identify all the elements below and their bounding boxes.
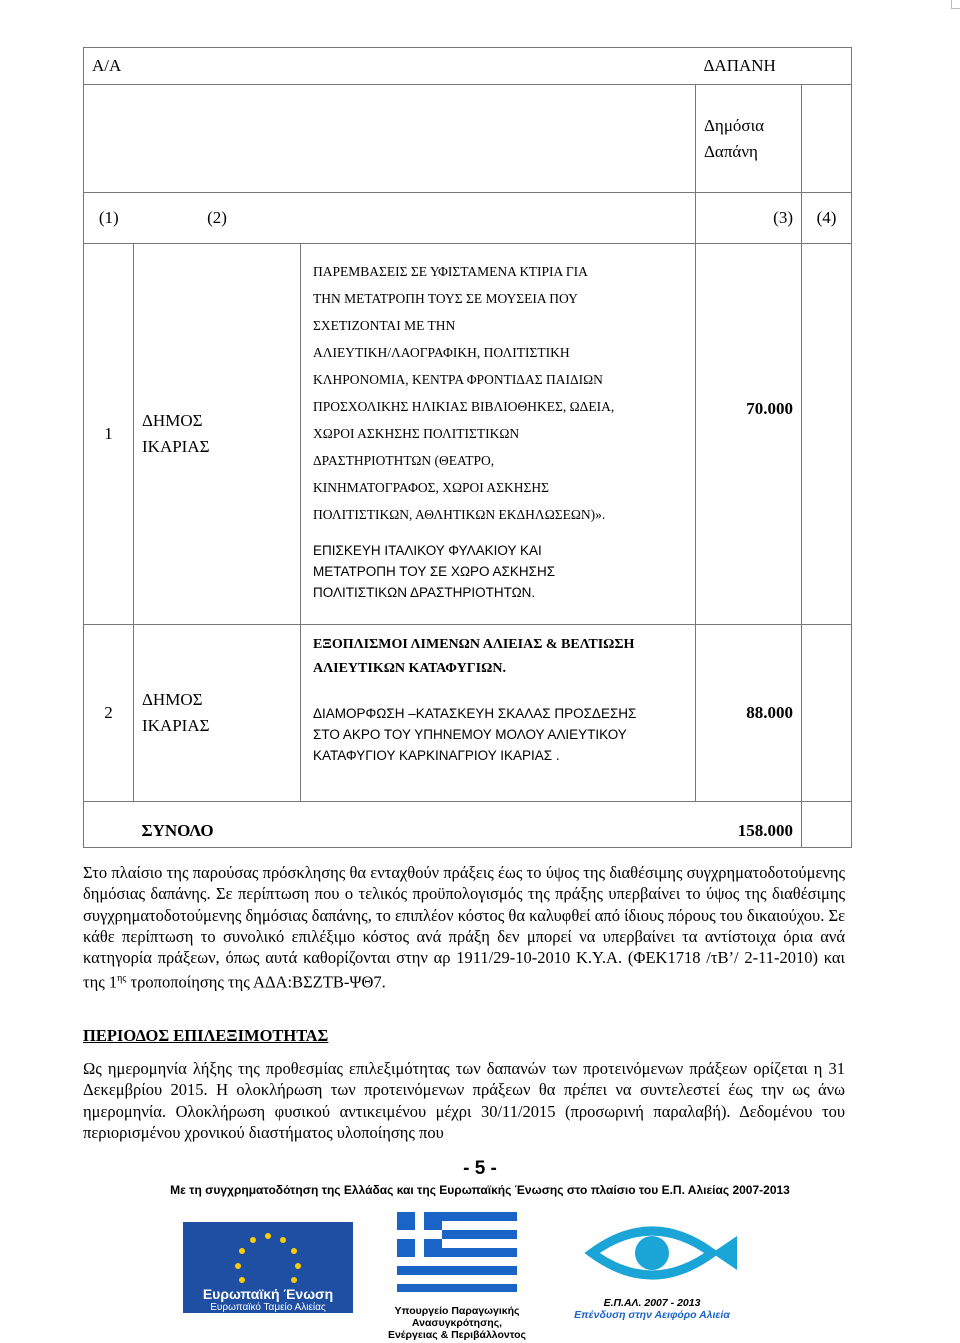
fish-eye-icon [552, 1214, 752, 1292]
greek-flag-logo [377, 1212, 557, 1341]
row2-entity-line2: ΙΚΑΡΙΑΣ [142, 716, 210, 735]
row2-entity [134, 625, 301, 802]
section-heading: ΠΕΡΙΟΔΟΣ ΕΠΙΛΕΞΙΜΟΤΗΤΑΣ [83, 1026, 329, 1045]
row1-desc-line: ΠΑΡΕΜΒΑΣΕΙΣ ΣΕ ΥΦΙΣΤΑΜΕΝΑ ΚΤΙΡΙΑ ΓΙΑ [313, 264, 588, 279]
funding-text: Με τη συγχρηματοδότηση της Ελλάδας και της Ευρωπαϊκής Ένωσης στο πλαίσιο του Ε.Π. Αλιείας 2007-2013 [170, 1183, 790, 1197]
period-paragraph: Ως ημερομηνία λήξης της προθεσμίας επιλεξιμότητας των δαπανών των προτεινόμενων πράξεων ορίζεται η 31 Δεκεμβρίου 2015. Η ολοκλήρωση των προτεινόμενων πράξεων θα πρέπει να συντελεστεί έως την ως άνω ημερομηνία. Ολοκλήρωση φυσικού αντικειμένου μέχρι 30/11/2015 (προσωρινή παραλαβή). Δεδομένου του περιορισμένου χρονικού διαστήματος υλοποίησης που [83, 1059, 845, 1142]
eu-logo-line2: Ευρωπαϊκό Ταμείο Αλιείας [210, 1302, 326, 1313]
row1-desc-line: ΣΧΕΤΙΖΟΝΤΑΙ ΜΕ ΤΗΝ [313, 318, 456, 333]
table-subheader-row [84, 85, 852, 193]
header-dimosia-line1: Δημόσια [704, 115, 765, 135]
total-amount: 158.000 [696, 802, 802, 848]
table-header-row [84, 48, 852, 85]
table-colnum-row [84, 193, 852, 244]
header-dimosia-line2: Δαπάνη [704, 141, 758, 161]
budget-table [83, 47, 852, 848]
row1-entity-line2: ΙΚΑΡΙΑΣ [142, 437, 210, 456]
paragraph1-superscript: ης [117, 973, 127, 985]
colnum-2: (2) [134, 193, 301, 244]
row1-desc-line: ΚΛΗΡΟΝΟΜΙΑ, ΚΕΝΤΡΑ ΦΡΟΝΤΙΔΑΣ ΠΑΙΔΙΩΝ [313, 372, 603, 387]
paragraph1-main: Στο πλαίσιο της παρούσας πρόσκλησης θα ενταχθούν πράξεις έως το ύψος της διαθέσιμης συγχρηματοδοτούμενης δημόσιας δαπάνης. Σε περίπτωση που ο τελικός προϋπολογισμός της πράξης υπερβαίνει το ύψος της διαθέσιμης συγχρηματοδοτούμενης δημόσιας δαπάνης, το επιπλέον κόστος θα καλυφθεί από ίδιους πόρους του δικαιούχου. Σε κάθε περίπτωση το συνολικό επιλέξιμο κόστος ανά πράξη δεν μπορεί να υπερβαίνει τα αντίστοιχα όρια ανά κατηγορία πράξεων, όπως αυτά καθορίζονται στην αρ 1911/29-10-2010 Κ.Υ.Α. (ΦΕΚ1718 /τΒ’/ 2-11-2010) και της 1 [83, 863, 845, 992]
row1-number: 1 [84, 244, 134, 625]
eligibility-paragraph [83, 862, 845, 993]
row1-desc-line: ΠΡΟΣΧΟΛΙΚΗΣ ΗΛΙΚΙΑΣ ΒΙΒΛΙΟΘΗΚΕΣ, ΩΔΕΙΑ, [313, 399, 615, 414]
table-total-row [84, 802, 852, 848]
ep-logo-line1: Ε.Π.ΑΛ. 2007 - 2013 [603, 1297, 701, 1309]
table-row [84, 625, 852, 802]
row2-amount: 88.000 [696, 625, 802, 802]
row2-sub-line: ΔΙΑΜΟΡΦΩΣΗ –ΚΑΤΑΣΚΕΥΗ ΣΚΑΛΑΣ ΠΡΟΣΔΕΣΗΣ [313, 706, 637, 721]
row1-sub-line: ΠΟΛΙΤΙΣΤΙΚΩΝ ΔΡΑΣΤΗΡΙΟΤΗΤΩΝ. [313, 585, 536, 600]
greek-flag-icon [377, 1212, 537, 1292]
row1-description [301, 244, 696, 625]
table-row [84, 244, 852, 625]
row1-desc-line: ΔΡΑΣΤΗΡΙΟΤΗΤΩΝ (ΘΕΑΤΡΟ, [313, 453, 495, 468]
row1-sub-line: ΜΕΤΑΤΡΟΠΗ ΤΟΥ ΣΕ ΧΩΡΟ ΑΣΚΗΣΗΣ [313, 564, 556, 579]
row1-desc-line: ΤΗΝ ΜΕΤΑΤΡΟΠΗ ΤΟΥΣ ΣΕ ΜΟΥΣΕΙΑ ΠΟΥ [313, 291, 578, 306]
header-aa: Α/Α [84, 48, 134, 85]
row1-amount: 70.000 [696, 244, 802, 625]
gr-logo-line1: Υπουργείο Παραγωγικής Ανασυγκρότησης, [394, 1305, 520, 1329]
row1-entity [134, 244, 301, 625]
row1-entity-line1: ΔΗΜΟΣ [142, 411, 203, 430]
colnum-4: (4) [802, 193, 852, 244]
row2-number: 2 [84, 625, 134, 802]
row1-desc-line: ΧΩΡΟΙ ΑΣΚΗΣΗΣ ΠΟΛΙΤΙΣΤΙΚΩΝ [313, 426, 520, 441]
row2-desc-line: ΑΛΙΕΥΤΙΚΩΝ ΚΑΤΑΦΥΓΙΩΝ. [313, 661, 506, 676]
epal-logo [552, 1214, 752, 1321]
page-number: - 5 - [463, 1158, 497, 1179]
header-dapani: ΔΑΠΑΝΗ [696, 48, 852, 85]
total-label: ΣΥΝΟΛΟ [134, 802, 301, 848]
row1-desc-line: ΠΟΛΙΤΙΣΤΙΚΩΝ, ΑΘΛΗΤΙΚΩΝ ΕΚΔΗΛΩΣΕΩΝ)». [313, 507, 606, 522]
row2-entity-line1: ΔΗΜΟΣ [142, 690, 203, 709]
row2-desc-line: ΕΞΟΠΛΙΣΜΟΙ ΛΙΜΕΝΩΝ ΑΛΙΕΙΑΣ & ΒΕΛΤΙΩΣΗ [313, 637, 635, 652]
page-corner-fold [951, 0, 960, 9]
row1-desc-line: ΚΙΝΗΜΑΤΟΓΡΑΦΟΣ, ΧΩΡΟΙ ΑΣΚΗΣΗΣ [313, 480, 550, 495]
paragraph1-end: τροποποίησης της ΑΔΑ:ΒΣΖΤΒ-ΨΘ7. [126, 972, 386, 992]
eu-logo [183, 1222, 363, 1313]
ep-logo-line2: Επένδυση στην Αειφόρο Αλιεία [574, 1309, 730, 1321]
row2-sub-line: ΚΑΤΑΦΥΓΙΟΥ ΚΑΡΚΙΝΑΓΡΙΟΥ ΙΚΑΡΙΑΣ . [313, 748, 560, 763]
row1-desc-line: ΑΛΙΕΥΤΙΚΗ/ΛΑΟΓΡΑΦΙΚΗ, ΠΟΛΙΤΙΣΤΙΚΗ [313, 345, 570, 360]
colnum-1: (1) [84, 193, 134, 244]
row1-sub-line: ΕΠΙΣΚΕΥΗ ΙΤΑΛΙΚΟΥ ΦΥΛΑΚΙΟΥ ΚΑΙ [313, 543, 542, 558]
gr-logo-line2: Ενέργειας & Περιβάλλοντος [387, 1329, 527, 1341]
eu-logo-line1: Ευρωπαϊκή Ένωση [202, 1286, 334, 1302]
row2-sub-line: ΣΤΟ ΑΚΡΟ ΤΟΥ ΥΠΗΝΕΜΟΥ ΜΟΛΟΥ ΑΛΙΕΥΤΙΚΟΥ [313, 727, 627, 742]
colnum-3: (3) [696, 193, 802, 244]
row2-description [301, 625, 696, 802]
header-dimosia-dapani [696, 85, 802, 193]
